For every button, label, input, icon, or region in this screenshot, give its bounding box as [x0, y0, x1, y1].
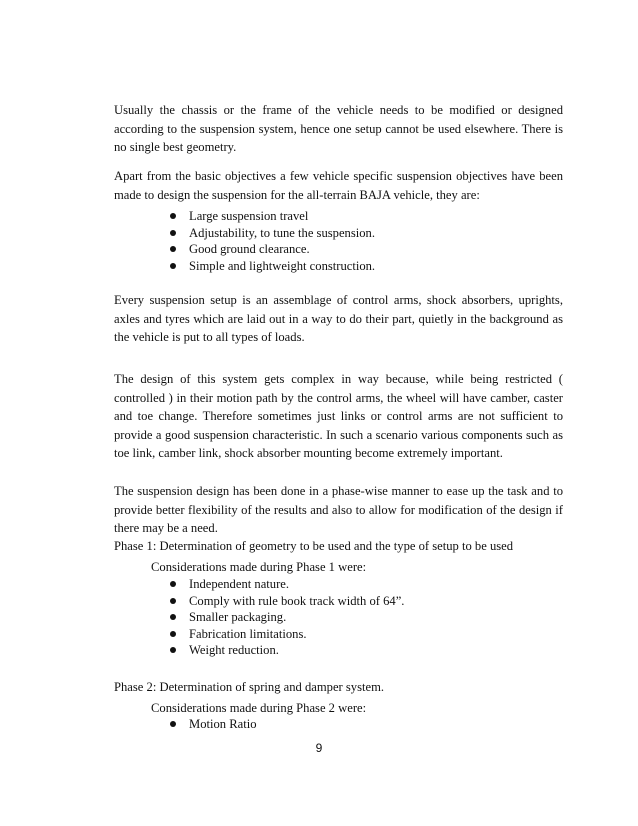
list-item: Comply with rule book track width of 64”.: [189, 593, 404, 610]
list-item: Fabrication limitations.: [189, 626, 404, 643]
phase1-list: [189, 576, 404, 659]
bullet-icon: [170, 614, 176, 620]
list-item: Smaller packaging.: [189, 609, 404, 626]
page-number: 9: [315, 741, 323, 755]
list-item: Adjustability, to tune the suspension.: [189, 225, 375, 242]
paragraph-suspension-setup: Every suspension setup is an assemblage of control arms, shock absorbers, uprights, axles and tyres which are laid out in a way to do their part, quietly in the background as the vehicle is put to all types of loads.: [114, 293, 563, 345]
list-item: Motion Ratio: [189, 716, 257, 733]
phase2-list: [189, 716, 257, 733]
list-item: Independent nature.: [189, 576, 404, 593]
phase1-considerations: Considerations made during Phase 1 were:: [151, 560, 367, 574]
bullet-icon: [170, 721, 176, 727]
bullet-icon: [170, 246, 176, 252]
phase1-heading: Phase 1: Determination of geometry to be used and the type of setup to be used: [114, 539, 514, 553]
paragraph-phase-wise-design: The suspension design has been done in a phase-wise manner to ease up the task and to provide better flexibility of the results and also to allow for modification of the design if there may be a need.: [114, 484, 563, 536]
bullet-icon: [170, 631, 176, 637]
bullet-icon: [170, 230, 176, 236]
phase2-heading: Phase 2: Determination of spring and damper system.: [114, 680, 385, 694]
bullet-icon: [170, 598, 176, 604]
paragraph-objectives-intro: Apart from the basic objectives a few vehicle specific suspension objectives have been made to design the suspension for the all-terrain BAJA vehicle, they are:: [114, 169, 563, 202]
paragraph-chassis-frame: Usually the chassis or the frame of the vehicle needs to be modified or designed according to the suspension system, hence one setup cannot be used elsewhere. There is no single best geometry.: [114, 103, 563, 155]
list-item: Good ground clearance.: [189, 241, 375, 258]
bullet-icon: [170, 647, 176, 653]
list-item: Large suspension travel: [189, 208, 375, 225]
phase2-considerations: Considerations made during Phase 2 were:: [151, 701, 367, 715]
bullet-icon: [170, 263, 176, 269]
objectives-list: [189, 208, 375, 274]
bullet-icon: [170, 213, 176, 219]
paragraph-design-complexity: The design of this system gets complex in way because, while being restricted ( controlled ) in their motion path by the control arms, the wheel will have camber, caster and toe change. Therefore sometimes just links or control arms are not sufficient to provide a good suspension characteristic. In such a scenario various components such as toe link, camber link, shock absorber mounting become extremely important.: [114, 372, 563, 461]
list-item: Weight reduction.: [189, 642, 404, 659]
list-item: Simple and lightweight construction.: [189, 258, 375, 275]
bullet-icon: [170, 581, 176, 587]
